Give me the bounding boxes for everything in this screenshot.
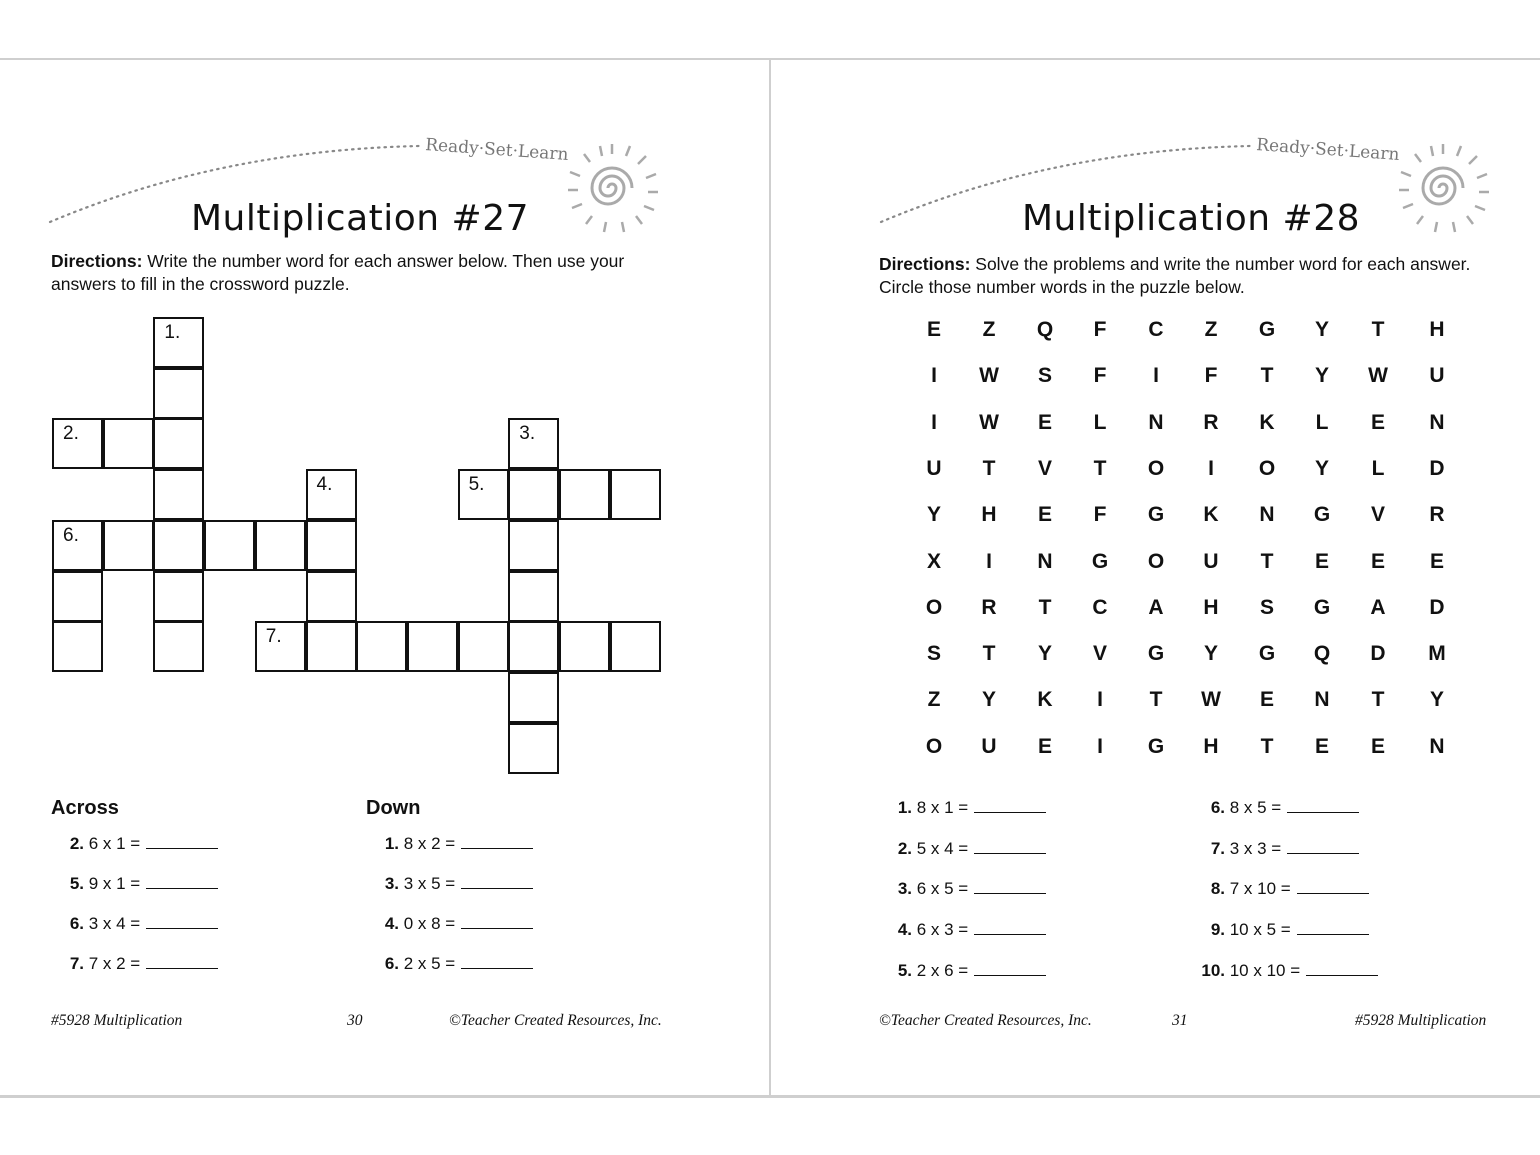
word-search-letter[interactable]: I [1097,734,1103,758]
word-search-letter[interactable]: N [1314,688,1330,712]
crossword-cell [610,621,661,672]
word-search-letter[interactable]: I [931,364,937,388]
left-page [0,60,769,1096]
word-search-letter[interactable]: R [1429,503,1445,527]
word-search-letter[interactable]: D [1429,595,1445,619]
word-search-letter[interactable]: Z [927,688,941,712]
word-search-letter[interactable]: G [1091,549,1109,573]
answer-blank[interactable] [146,956,218,969]
footer-page-number: 30 [347,1012,363,1029]
crossword-cell [407,621,458,672]
crossword-cell [153,368,204,419]
word-search-letter[interactable]: F [1093,503,1107,527]
word-search-letter[interactable]: K [1203,503,1219,527]
directions-label: Directions: [879,254,971,274]
word-search-letter[interactable]: W [1368,364,1388,388]
crossword-cell [458,469,509,520]
word-search-letter[interactable]: T [1093,456,1107,480]
word-search-letter[interactable]: O [925,734,943,758]
clue-number: 1. [897,798,912,817]
word-search-letter[interactable]: T [1149,688,1163,712]
answer-blank[interactable] [461,956,533,969]
crossword-cell [610,469,661,520]
clue-item [883,839,1046,859]
clue-number: 2. [63,423,79,445]
clue-number: 10. [1201,960,1225,980]
word-search-letter[interactable]: I [1097,688,1103,712]
crossword-cell [559,469,610,520]
word-search-letter[interactable]: E [1370,549,1385,573]
crossword-cell [306,621,357,672]
word-search-letter[interactable]: H [1429,318,1445,341]
word-search-letter[interactable]: N [1037,549,1053,573]
answer-blank[interactable] [146,876,218,889]
clue-number: 9. [1210,920,1225,940]
word-search-letter[interactable]: T [1371,688,1385,712]
word-search-letter[interactable]: T [982,456,996,480]
crossword-cell [306,469,357,520]
word-search-letter[interactable]: Y [1314,364,1329,388]
word-search-letter[interactable]: O [1147,456,1165,480]
word-search-letter[interactable]: L [1371,456,1385,480]
directions [51,250,651,296]
word-search-letter[interactable]: N [1259,503,1275,527]
word-search-letter[interactable]: W [1201,688,1221,712]
page-title: Multiplication #27 [190,198,530,239]
word-search-letter[interactable]: Y [1314,318,1329,341]
word-search-letter[interactable]: I [986,549,992,573]
clue-number: 1. [384,834,399,853]
answer-blank[interactable] [461,916,533,929]
word-search-letter[interactable]: T [1260,549,1274,573]
answer-blank[interactable] [974,841,1046,854]
word-search-letter[interactable]: A [1148,595,1164,619]
clue-problem: 8 x 5 = [1225,798,1282,817]
word-search-letter[interactable]: N [1429,410,1445,434]
clue-number: 6. [384,954,399,973]
answer-blank[interactable] [146,916,218,929]
down-heading: Down [366,797,421,819]
clue-number: 2. [897,838,912,858]
clue-item [1188,920,1369,940]
brand-text: Ready·Set·Learn [1255,135,1401,165]
crossword-cell [52,418,103,469]
directions-text: Write the number word for each answer below. Then use your answers to fill in the crossword puzzle. [51,251,625,294]
word-search-letter[interactable]: S [1037,364,1052,388]
answer-blank[interactable] [461,836,533,849]
clue-item [375,914,533,934]
word-search-letter[interactable]: D [1370,642,1386,666]
crossword-cell [508,672,559,723]
word-search-letter[interactable]: G [1258,642,1276,666]
crossword-cell [103,418,154,469]
footer-copyright: ©Teacher Created Resources, Inc. [449,1012,662,1029]
clue-number: 4. [897,920,912,940]
word-search-letter[interactable]: S [926,642,941,666]
crossword-cell [153,418,204,469]
clue-item [883,879,1046,899]
clue-number: 4. [316,474,333,496]
clue-item [60,954,218,974]
brand-text: Ready·Set·Learn [424,135,570,165]
word-search-letter[interactable]: H [1203,595,1219,619]
word-search-letter[interactable]: Z [982,318,996,341]
ready-set-learn-logo [871,130,1511,260]
clue-number: 3. [897,879,912,899]
word-search-letter[interactable]: E [1314,549,1329,573]
clue-problem: 3 x 3 = [1225,838,1282,858]
word-search-letter[interactable]: Q [1036,318,1054,341]
crossword-cell [508,723,559,774]
word-search-letter[interactable]: I [931,410,937,434]
answer-blank[interactable] [146,836,218,849]
word-search-letter[interactable]: G [1313,503,1331,527]
clue-item [1188,839,1359,859]
word-search-letter[interactable]: O [1147,549,1165,573]
word-search-letter[interactable]: T [1260,364,1274,388]
clue-problem: 8 x 2 = [399,834,456,853]
word-search-letter[interactable]: F [1093,364,1107,388]
word-search-letter[interactable]: Q [1313,642,1331,666]
crossword-cell [153,520,204,571]
word-search-letter[interactable]: D [1429,456,1445,480]
clue-problem: 2 x 6 = [912,960,969,980]
word-search-letter[interactable]: I [1208,456,1214,480]
crossword-cell [508,418,559,469]
crossword-cell [458,621,509,672]
crossword-cell [103,520,154,571]
word-search-letter[interactable]: Y [1429,688,1444,712]
word-search-letter[interactable]: U [1203,549,1219,573]
word-search-letter[interactable]: C [1092,595,1108,619]
clue-number: 3. [384,874,399,893]
clue-problem: 7 x 2 = [84,954,141,973]
word-search-letter[interactable]: C [1148,318,1164,341]
word-search-letter[interactable]: X [926,549,941,573]
word-search-letter[interactable]: G [1147,503,1165,527]
answer-blank[interactable] [974,800,1046,813]
word-search-letter[interactable]: T [1260,734,1274,758]
clue-problem: 10 x 10 = [1225,960,1301,980]
word-search-letter[interactable]: H [1203,734,1219,758]
crossword-cell [559,621,610,672]
word-search-letter[interactable]: S [1259,595,1274,619]
word-search-letter[interactable]: E [1259,688,1274,712]
clue-problem: 0 x 8 = [399,914,456,933]
word-search-letter[interactable]: E [1314,734,1329,758]
crossword-cell [255,520,306,571]
word-search-letter[interactable]: G [1258,318,1276,341]
word-search-letter[interactable]: F [1093,318,1107,341]
word-search-letter[interactable]: T [1038,595,1052,619]
clue-number: 5. [69,874,84,893]
word-search-letter[interactable]: Y [926,503,941,527]
footer-book-title: #5928 Multiplication [1355,1012,1487,1029]
clue-item [60,874,218,894]
clue-problem: 6 x 3 = [912,920,969,940]
clue-number: 7. [1210,838,1225,858]
clue-problem: 8 x 1 = [912,798,969,817]
clue-item [883,798,1046,818]
clue-item [375,954,533,974]
word-search-letter[interactable]: V [1092,642,1107,666]
crossword-cell [306,571,357,622]
word-search-letter[interactable]: G [1147,734,1165,758]
clue-number: 5. [468,474,485,496]
word-search-letter[interactable]: I [1153,364,1159,388]
crossword-cell [508,520,559,571]
answer-blank[interactable] [974,922,1046,935]
word-search-letter[interactable]: E [1429,549,1444,573]
clue-item [1188,798,1359,818]
clue-problem: 6 x 1 = [84,834,141,853]
word-search-letter[interactable]: G [1313,595,1331,619]
answer-blank[interactable] [1297,881,1369,894]
word-search-letter[interactable]: U [1429,364,1445,388]
word-search-letter[interactable]: Y [981,688,996,712]
word-search-letter[interactable]: A [1370,595,1386,619]
word-search-letter[interactable]: U [926,456,942,480]
crossword-cell [255,621,306,672]
clue-item [375,874,533,894]
word-search-letter[interactable]: T [1371,318,1385,341]
word-search-letter[interactable]: G [1147,642,1165,666]
clue-problem: 9 x 1 = [84,874,141,893]
crossword-cell [508,469,559,520]
crossword-cell [356,621,407,672]
answer-blank[interactable] [461,876,533,889]
clue-number: 8. [1210,879,1225,899]
word-search-letter[interactable]: V [1370,503,1385,527]
clue-problem: 2 x 5 = [399,954,456,973]
word-search-letter[interactable]: N [1148,410,1164,434]
word-search-letter[interactable]: R [981,595,997,619]
answer-blank[interactable] [974,881,1046,894]
word-search-letter[interactable]: Y [1037,642,1052,666]
word-search-letter[interactable]: H [981,503,997,527]
crossword-cell [52,520,103,571]
word-search-letter[interactable]: L [1093,410,1107,434]
crossword-cell [52,621,103,672]
crossword-cell [153,571,204,622]
answer-blank[interactable] [1306,963,1378,976]
clue-number: 6. [69,914,84,933]
word-search-letter[interactable]: Z [1204,318,1218,341]
crossword-cell [52,571,103,622]
page-title: Multiplication #28 [1021,198,1361,239]
clue-number: 7. [69,954,84,973]
clue-number: 7. [265,626,282,648]
answer-blank[interactable] [1287,841,1359,854]
footer-book-title: #5928 Multiplication [51,1012,183,1029]
footer-copyright: ©Teacher Created Resources, Inc. [879,1012,1092,1029]
word-search-letter[interactable]: W [979,410,999,434]
crossword-cell [153,317,204,368]
clue-problem: 3 x 4 = [84,914,141,933]
word-search-letter[interactable]: N [1429,734,1445,758]
answer-blank[interactable] [1297,922,1369,935]
clue-problem: 7 x 10 = [1225,879,1291,899]
clue-item [375,834,533,854]
crossword-cell [204,520,255,571]
word-search-letter[interactable]: O [925,595,943,619]
clue-item [883,920,1046,940]
directions-text: Solve the problems and write the number word for each answer. Circle those number words in the puzzle below. [879,254,1471,297]
clue-number: 2. [69,834,84,853]
crossword-cell [153,469,204,520]
word-search-letter[interactable]: E [926,318,941,341]
word-search-letter[interactable]: V [1037,456,1052,480]
clue-problem: 6 x 5 = [912,879,969,899]
word-search-letter[interactable]: M [1428,642,1446,666]
clue-number: 6. [1210,798,1225,817]
clue-number: 6. [63,524,79,546]
word-search-letter[interactable]: O [1258,456,1276,480]
clue-number: 4. [384,914,399,933]
word-search-letter[interactable]: E [1370,410,1385,434]
clue-number: 1. [164,322,181,343]
word-search-letter[interactable]: F [1204,364,1218,388]
word-search-letter[interactable]: R [1203,410,1219,434]
word-search-letter[interactable]: E [1037,734,1052,758]
clue-item [60,914,218,934]
ready-set-learn-logo [40,130,680,260]
footer-page-number: 31 [1172,1012,1188,1029]
answer-blank[interactable] [1287,800,1359,813]
crossword-cell [508,621,559,672]
word-search-letter[interactable]: W [979,364,999,388]
crossword-cell [508,571,559,622]
clue-problem: 10 x 5 = [1225,920,1291,940]
word-search-letter[interactable]: T [982,642,996,666]
across-heading: Across [51,797,119,819]
clue-problem: 3 x 5 = [399,874,456,893]
word-search-letter[interactable]: K [1037,688,1053,712]
crossword-cell [306,520,357,571]
clue-number: 5. [897,960,912,980]
crossword-cell [153,621,204,672]
word-search-letter[interactable]: E [1037,503,1052,527]
answer-blank[interactable] [974,963,1046,976]
word-search-letter[interactable]: E [1037,410,1052,434]
clue-number: 3. [519,423,536,445]
clue-problem: 5 x 4 = [912,838,969,858]
clue-item [883,961,1046,981]
directions-label: Directions: [51,251,143,271]
clue-item [1188,961,1378,981]
word-search-letter[interactable]: E [1370,734,1385,758]
word-search-letter[interactable]: U [981,734,997,758]
right-page [771,60,1540,1096]
word-search-letter[interactable]: L [1315,410,1329,434]
directions [879,253,1479,299]
word-search-letter[interactable]: K [1259,410,1275,434]
word-search-letter[interactable]: Y [1203,642,1218,666]
word-search-letter[interactable]: Y [1314,456,1329,480]
clue-item [60,834,218,854]
clue-item [1188,879,1369,899]
